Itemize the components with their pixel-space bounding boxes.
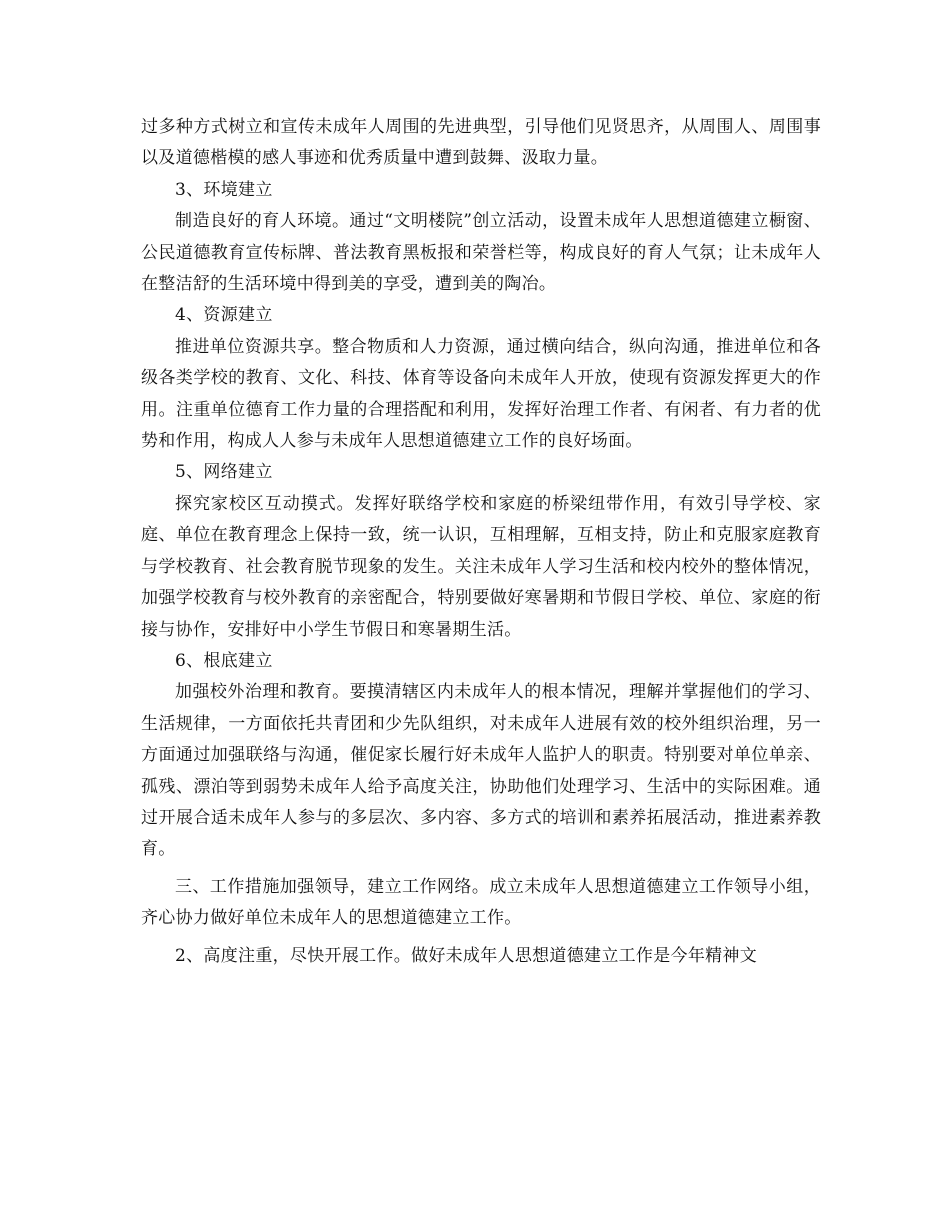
paragraph-measures: 三、工作措施加强领导，建立工作网络。成立未成年人思想道德建立工作领导小组，齐心协力做好单位未成年人的思想道德建立工作。 xyxy=(141,876,821,929)
heading-foundation: 6、根底建立 xyxy=(175,650,273,671)
paragraph-environment: 制造良好的育人环境。通过“文明楼院”创立活动，设置未成年人思想道德建立橱窗、公民道德教育宣传标牌、普法教育黑板报和荣誉栏等，构成良好的育人气氛；让未成年人在整洁舒的生活环境中得到美的享受，遭到美的陶冶。 xyxy=(141,211,821,295)
paragraph-intro-continuation: 过多种方式树立和宣传未成年人周围的先进典型，引导他们见贤思齐，从周围人、周围事以及道德楷模的感人事迹和优秀质量中遭到鼓舞、汲取力量。 xyxy=(141,117,821,169)
paragraph-network: 探究家校区互动摸式。发挥好联络学校和家庭的桥梁纽带作用，有效引导学校、家庭、单位在教育理念上保持一致，统一认识，互相理解，互相支持，防止和克服家庭教育与学校教育、社会教育脱节现象的发生。关注未成年人学习生活和校内校外的整体情况，加强学校教育与校外教育的亲密配合，特别要做好寒暑期和节假日学校、单位、家庭的衔接与协作，安排好中小学生节假日和寒暑期生活。 xyxy=(141,493,821,640)
paragraph-attention: 2、高度注重，尽快开展工作。做好未成年人思想道德建立工作是今年精神文 xyxy=(175,945,758,966)
heading-network: 5、网络建立 xyxy=(175,462,273,483)
document-page xyxy=(141,112,821,972)
heading-resources: 4、资源建立 xyxy=(175,305,273,326)
paragraph-resources: 推进单位资源共享。整合物质和人力资源，通过横向结合，纵向沟通，推进单位和各级各类学校的教育、文化、科技、体育等设备向未成年人开放，使现有资源发挥更大的作用。注重单位德育工作力量的合理搭配和利用，发挥好治理工作者、有闲者、有力者的优势和作用，构成人人参与未成年人思想道德建立工作的良好场面。 xyxy=(141,336,821,452)
heading-environment: 3、环境建立 xyxy=(175,179,273,200)
paragraph-foundation: 加强校外治理和教育。要摸清辖区内未成年人的根本情况，理解并掌握他们的学习、生活规律，一方面依托共青团和少先队组织，对未成年人进展有效的校外组织治理，另一方面通过加强联络与沟通，催促家长履行好未成年人监护人的职责。特别要对单位单亲、孤残、漂泊等到弱势未成年人给予高度关注，协助他们处理学习、生活中的实际困难。通过开展合适未成年人参与的多层次、多内容、多方式的培训和素养拓展活动，推进素养教育。 xyxy=(141,682,821,860)
